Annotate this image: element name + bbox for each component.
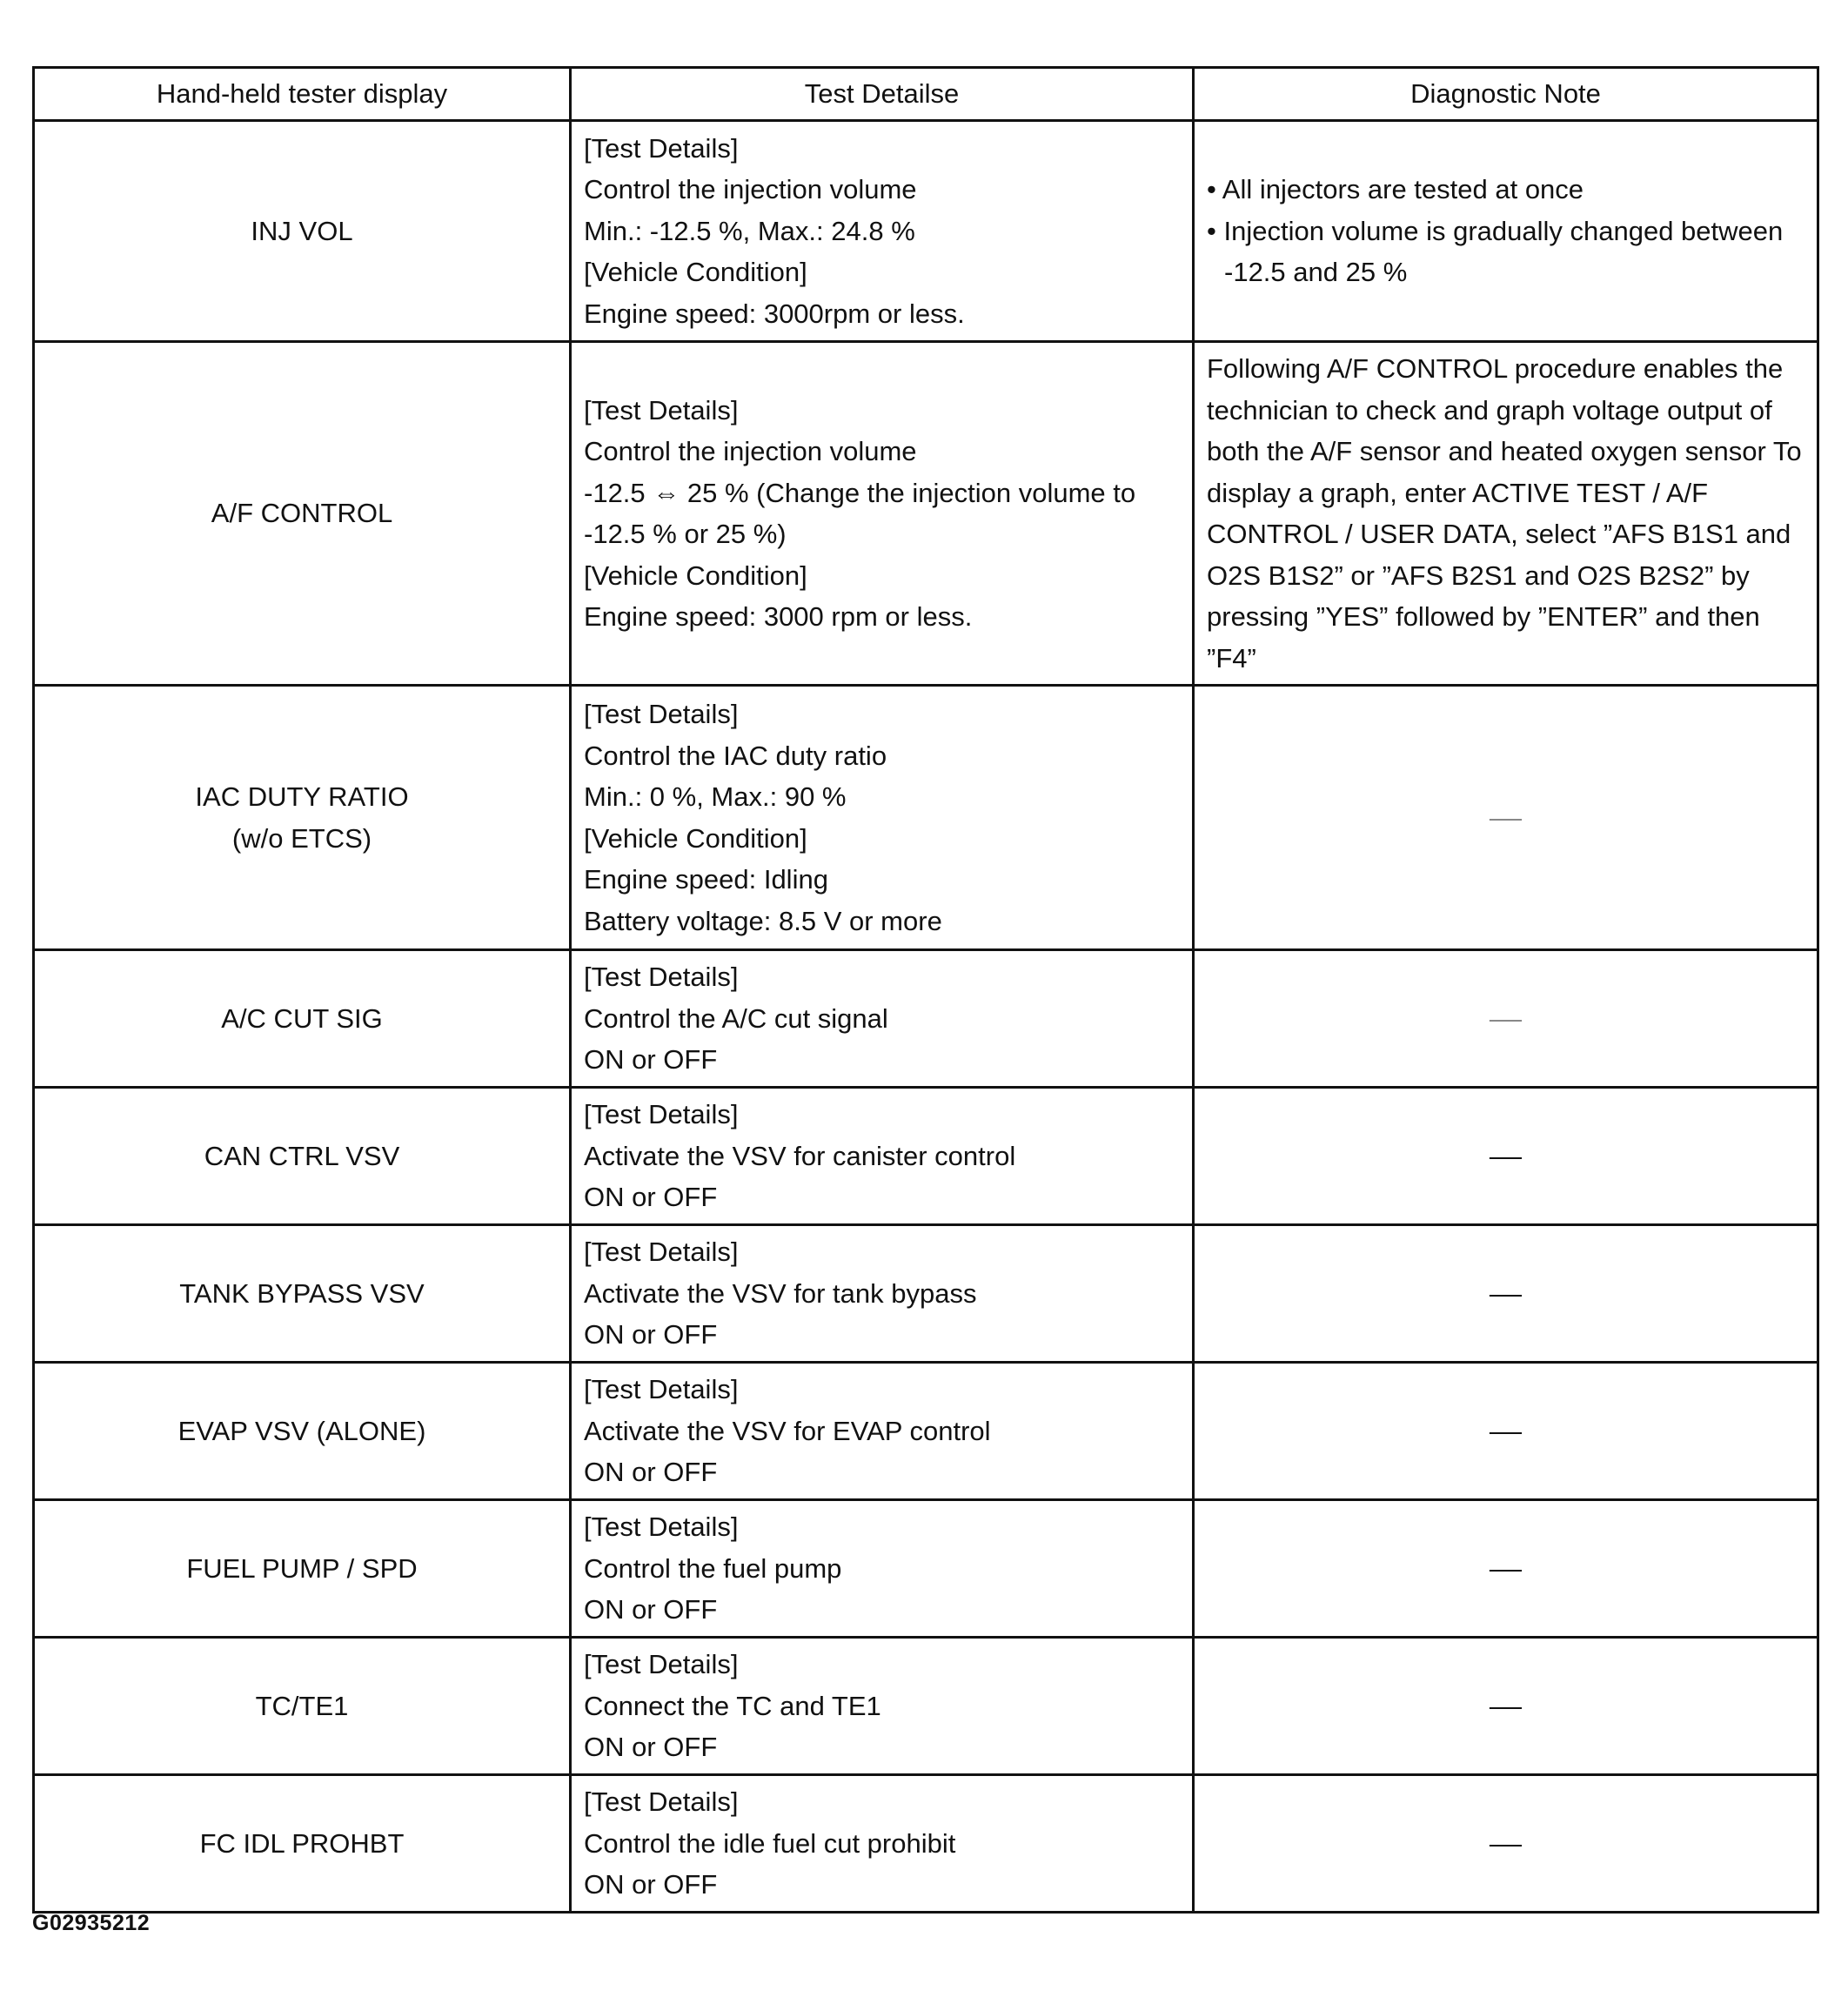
table-body <box>34 121 1818 1913</box>
details-line: Control the fuel pump <box>584 1552 842 1584</box>
table-row <box>34 950 1818 1088</box>
cell-diagnostic-note <box>1194 1500 1818 1638</box>
cell-test-details <box>571 686 1194 950</box>
display-line: TANK BYPASS VSV <box>179 1277 425 1309</box>
table-row <box>34 1638 1818 1775</box>
display-line: INJ VOL <box>251 215 353 246</box>
details-line: Engine speed: Idling <box>584 864 828 895</box>
cell-diagnostic-note <box>1194 950 1818 1088</box>
cell-tester-display <box>34 121 571 342</box>
cell-tester-display <box>34 1638 571 1775</box>
table-header-row <box>34 68 1818 121</box>
cell-test-details <box>571 950 1194 1088</box>
details-line: Engine speed: 3000rpm or less. <box>584 298 965 329</box>
details-line: [Vehicle Condition] <box>584 822 807 854</box>
details-line: ON or OFF <box>584 1457 718 1488</box>
details-line: -12.5 ⇔ 25 % (Change the injection volume to -12.5 % or 25 %) <box>584 477 1136 549</box>
details-line: [Test Details] <box>584 1649 739 1680</box>
note-bullet-item <box>1207 169 1804 211</box>
cell-diagnostic-note <box>1194 1638 1818 1775</box>
details-line: Control the A/C cut signal <box>584 1002 888 1034</box>
display-line: FUEL PUMP / SPD <box>186 1552 418 1584</box>
cell-tester-display <box>34 1225 571 1363</box>
details-line: Min.: -12.5 %, Max.: 24.8 % <box>584 215 915 246</box>
details-line: ON or OFF <box>584 1182 718 1213</box>
cell-diagnostic-note <box>1194 1775 1818 1913</box>
details-line: Min.: 0 %, Max.: 90 % <box>584 781 847 812</box>
details-line: Engine speed: 3000 rpm or less. <box>584 601 973 632</box>
display-line: EVAP VSV (ALONE) <box>177 1415 426 1446</box>
details-line: Control the injection volume <box>584 174 917 205</box>
details-line: [Test Details] <box>584 394 739 426</box>
note-dash: — <box>1489 1277 1523 1309</box>
display-line: (w/o ETCS) <box>231 822 372 854</box>
note-dash: — <box>1489 801 1523 833</box>
details-line: [Test Details] <box>584 1511 739 1543</box>
figure-id-label: G02935212 <box>32 1911 151 1935</box>
cell-diagnostic-note <box>1194 1088 1818 1225</box>
note-dash: — <box>1489 1415 1523 1446</box>
details-line: [Vehicle Condition] <box>584 560 807 591</box>
cell-test-details <box>571 1638 1194 1775</box>
cell-tester-display <box>34 686 571 950</box>
table-row <box>34 121 1818 342</box>
table-row <box>34 1500 1818 1638</box>
cell-tester-display <box>34 1500 571 1638</box>
cell-test-details <box>571 342 1194 686</box>
details-line: Activate the VSV for tank bypass <box>584 1277 977 1309</box>
cell-diagnostic-note <box>1194 1363 1818 1500</box>
cell-test-details <box>571 1088 1194 1225</box>
cell-test-details <box>571 1500 1194 1638</box>
header-display: Hand-held tester display <box>34 68 571 121</box>
cell-diagnostic-note <box>1194 686 1818 950</box>
table-row <box>34 1363 1818 1500</box>
details-line: [Test Details] <box>584 699 739 729</box>
cell-tester-display <box>34 342 571 686</box>
details-line: Control the idle fuel cut prohibit <box>584 1827 956 1859</box>
cell-tester-display <box>34 950 571 1088</box>
bullet-icon: • <box>1207 174 1222 205</box>
details-line: [Test Details] <box>584 1099 739 1130</box>
details-line: Control the IAC duty ratio <box>584 740 887 771</box>
display-line: A/F CONTROL <box>211 498 393 529</box>
cell-diagnostic-note <box>1194 121 1818 342</box>
display-line: A/C CUT SIG <box>221 1002 383 1034</box>
details-line: ON or OFF <box>584 1732 718 1763</box>
display-line: TC/TE1 <box>255 1690 349 1721</box>
note-bullet-text: All injectors are tested at once <box>1222 174 1584 205</box>
details-line: [Test Details] <box>584 1786 739 1818</box>
note-dash: — <box>1489 1690 1523 1721</box>
note-bullet-item <box>1207 211 1804 293</box>
display-line: FC IDL PROHBT <box>199 1827 405 1859</box>
details-line: Connect the TC and TE1 <box>584 1690 881 1721</box>
details-line: Activate the VSV for EVAP control <box>584 1415 991 1446</box>
details-line: [Test Details] <box>584 132 739 164</box>
details-line: ON or OFF <box>584 1869 718 1900</box>
cell-diagnostic-note <box>1194 1225 1818 1363</box>
details-line: ON or OFF <box>584 1594 718 1625</box>
details-line: [Vehicle Condition] <box>584 257 807 288</box>
details-line: Control the injection volume <box>584 436 917 466</box>
cell-tester-display <box>34 1363 571 1500</box>
details-line: ON or OFF <box>584 1319 718 1351</box>
table-row <box>34 686 1818 950</box>
diagnostic-table <box>32 66 1819 1914</box>
note-text: Following A/F CONTROL procedure enables the technician to check and graph voltage output of both the A/F sensor and heated oxygen sensor To display a graph, enter ACTIVE TEST / A/F CONTROL / USER DATA, select ”AFS B1S1 and O2S B1S2” or ”AFS B2S1 and O2S B2S2” by pressing ”YES” followed by ”ENTER” and then ”F4” <box>1207 353 1802 674</box>
display-line: CAN CTRL VSV <box>204 1140 400 1171</box>
cell-tester-display <box>34 1088 571 1225</box>
details-line: Activate the VSV for canister control <box>584 1140 1016 1171</box>
header-note: Diagnostic Note <box>1194 68 1818 121</box>
table-row <box>34 1775 1818 1913</box>
cell-test-details <box>571 1225 1194 1363</box>
note-dash: — <box>1489 1827 1523 1859</box>
note-dash: — <box>1489 1002 1523 1034</box>
cell-diagnostic-note <box>1194 342 1818 686</box>
details-line: Battery voltage: 8.5 V or more <box>584 905 942 936</box>
details-line: [Test Details] <box>584 1237 739 1268</box>
cell-test-details <box>571 1775 1194 1913</box>
details-line: [Test Details] <box>584 1374 739 1405</box>
note-dash: — <box>1489 1140 1523 1171</box>
header-details: Test Detailse <box>571 68 1194 121</box>
table-row <box>34 342 1818 686</box>
cell-test-details <box>571 121 1194 342</box>
display-line: IAC DUTY RATIO <box>195 781 409 812</box>
note-dash: — <box>1489 1552 1523 1584</box>
cell-test-details <box>571 1363 1194 1500</box>
details-line: [Test Details] <box>584 962 739 993</box>
details-line: ON or OFF <box>584 1044 718 1076</box>
table-row <box>34 1088 1818 1225</box>
note-bullet-text: Injection volume is gradually changed between -12.5 and 25 % <box>1223 215 1784 288</box>
table-row <box>34 1225 1818 1363</box>
cell-tester-display <box>34 1775 571 1913</box>
bullet-icon: • <box>1207 215 1224 246</box>
